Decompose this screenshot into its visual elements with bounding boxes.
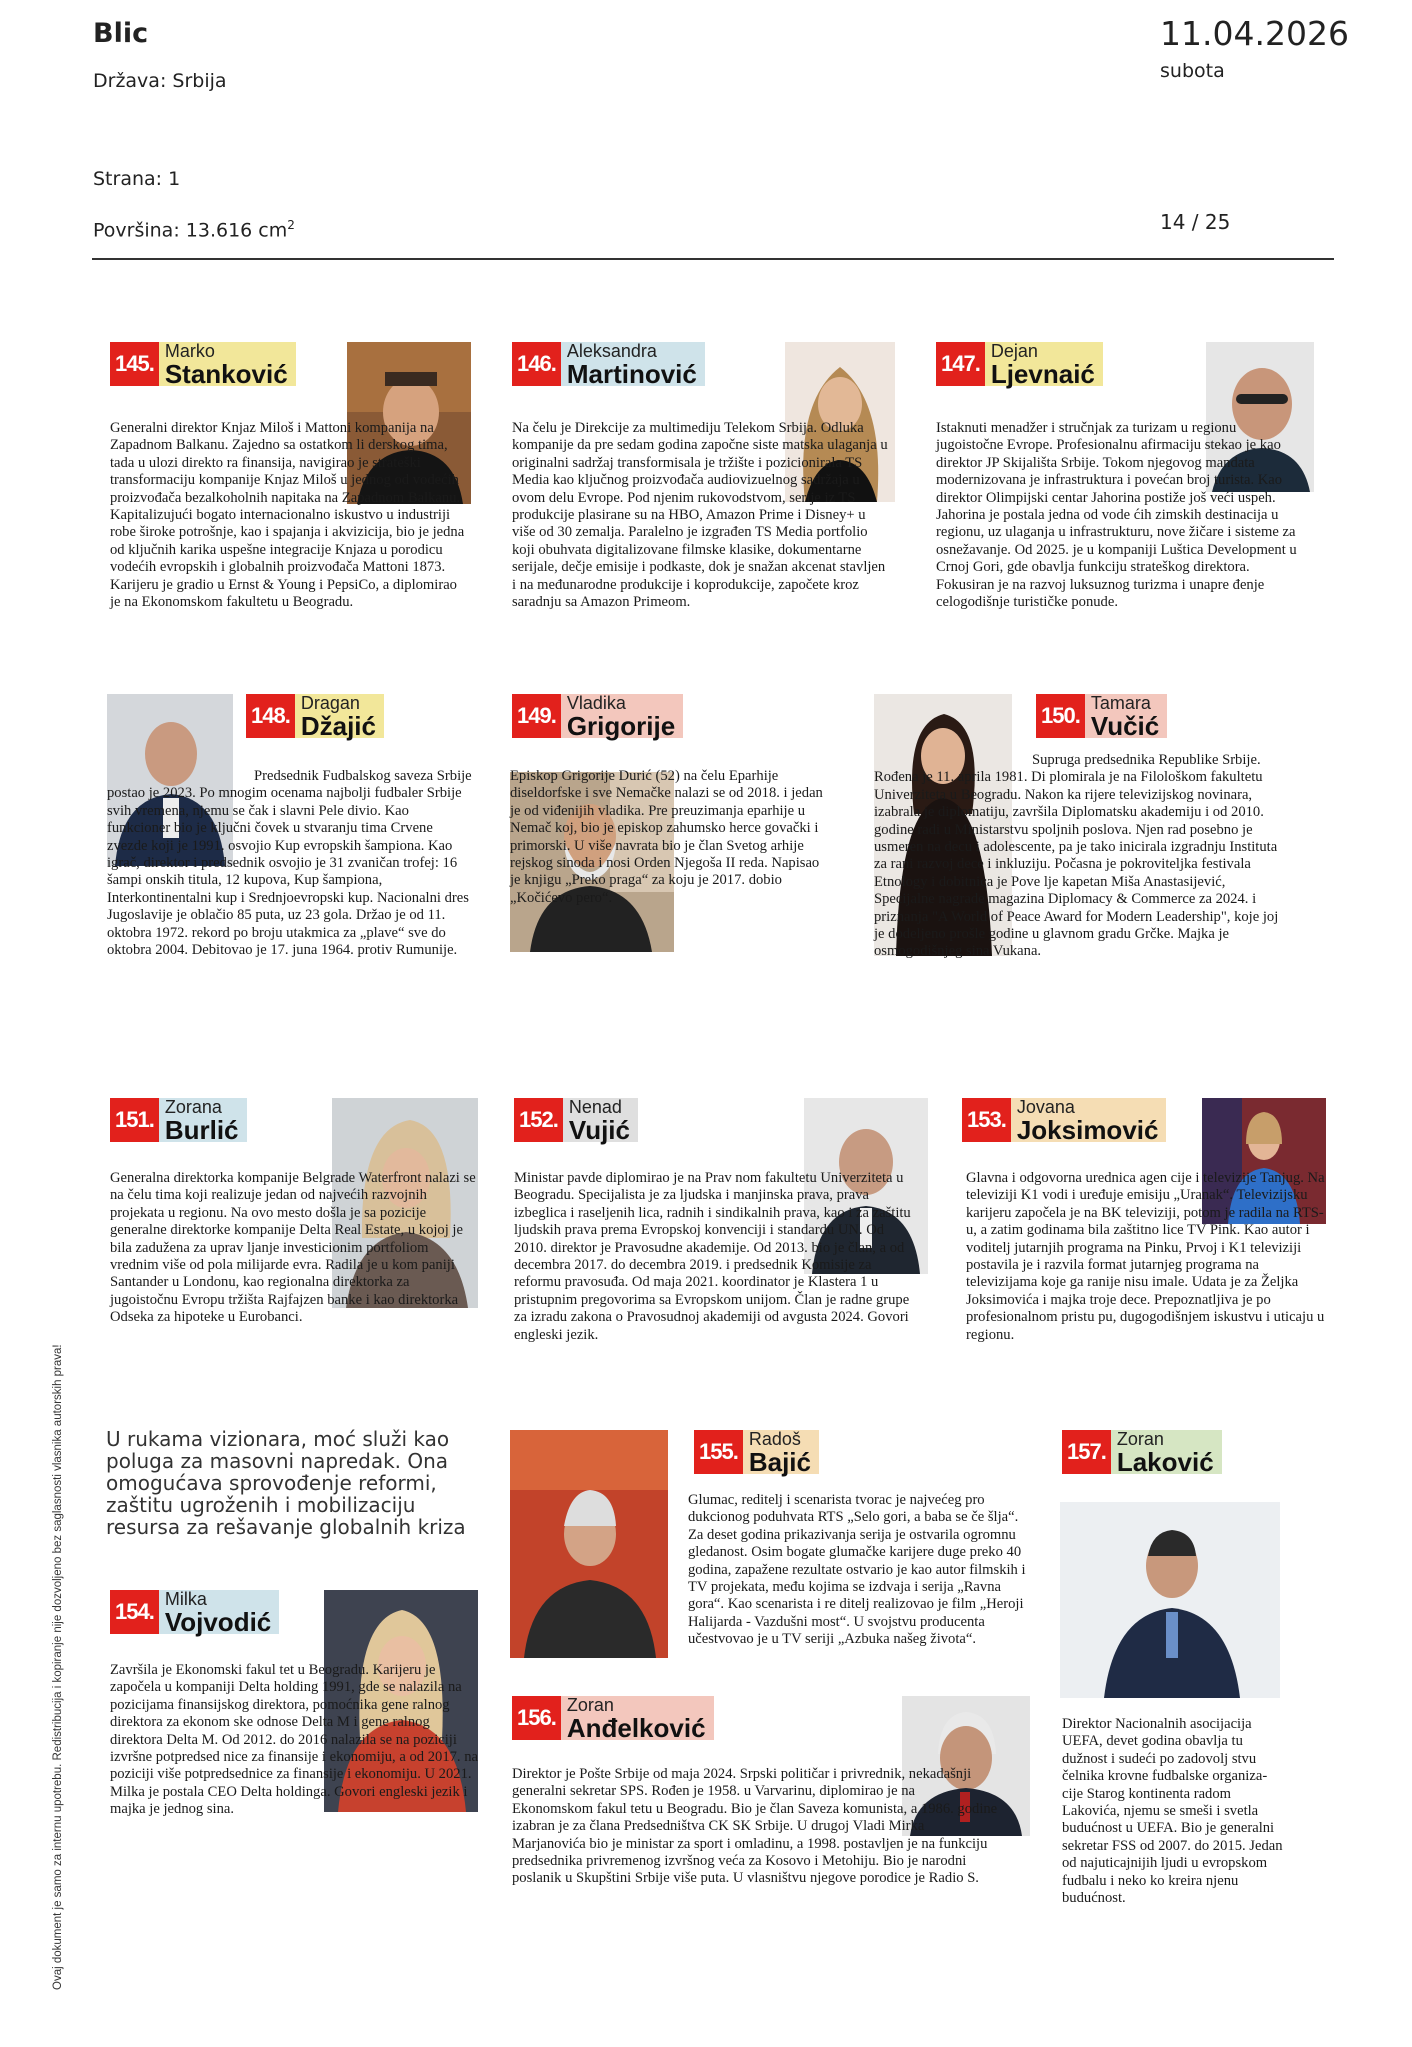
first-name: Zoran: [566, 1694, 614, 1715]
bio-text: Generalna direktorka kompanije Belgrade Waterfront nalazi se na čelu tima koji realizuje jedan od najvećih razvojnih projekata u regionu. Na ovo mesto došla je sa pozicije generalne direktorke kompanije Delta Real Estate, u kojoj je bila zadužena za uprav ljanje investicionim portfoliom vrednim više od pola milijarde evra. Radila je u kom paniji Santander u Londonu, kao regionalna direktorka za jugoistočnu Evropu tržišta Rajfajzen banke i kao direktorka Odseka za hipoteke u Eurobanci.: [110, 1170, 476, 1326]
rank-number: 153.: [962, 1098, 1011, 1142]
area-unit-exponent: 2: [287, 218, 295, 232]
rank-number: 151.: [110, 1098, 159, 1142]
first-name: Radoš: [748, 1428, 801, 1449]
rank-number: 156.: [512, 1696, 561, 1740]
country-label: Država: Srbija: [93, 70, 227, 92]
rank-badge-148: [246, 692, 384, 741]
rank-number: 152.: [514, 1098, 563, 1142]
rank-number: 145.: [110, 342, 159, 386]
rank-badge-152: [514, 1096, 638, 1145]
bio-text: Direktor je Pošte Srbije od maja 2024. Srpski političar i privrednik, nekadašnji generalni sekretar SPS. Rođen je 1958. u Varvarinu, diplomirao je na Ekonomskom fakul tetu u Beogradu. Bio je član Saveza komunista, a 1986. godine izabran je za člana Predsedništva CK SK Srbije. U drugoj Vladi Mirka Marjanovića bio je ministar za sport i omladinu, a 1998. postavljen je na funkciju predsednika privremenog izvršnog veća za Kosovo i Metohiju. Bio je narodni poslanik u Skupštini Srbije više puta. U vlasništvu njegove porodice je Radio S.: [512, 1766, 998, 1887]
last-name: Stanković: [164, 358, 288, 389]
bio-text: Direktor Nacionalnih asocijacija UEFA, devet godina obavlja tu dužnost i sudeći po zadovolj stvu čelnika krovne fudbalske organiza-cije Starog kontinenta radom Lakovića, njemu se smeši i svetla budućnost u UEFA. Bio je generalni sekretar FSS od 2007. do 2015. Jedan od najuticajnijih ljudi u evropskom fudbalu i neko ko kreira njenu budućnost.: [1062, 1716, 1283, 1907]
last-name: Džajić: [300, 710, 376, 741]
issue-weekday: subota: [1160, 60, 1225, 82]
area-value: Površina: 13.616 cm: [93, 219, 288, 242]
first-name: Zoran: [1116, 1428, 1164, 1449]
last-name: Vučić: [1090, 710, 1160, 741]
first-name: Aleksandra: [566, 340, 657, 361]
first-name: Milka: [164, 1588, 207, 1609]
bio-text: Istaknuti menadžer i stručnjak za turizam u regionu jugoistočne Evrope. Profesionalnu afirmaciju stekao je kao direktor JP Skijališta Srbije. Tokom njegovog mandata modernizovana je infrastruktura i povećan broj turista. Kao direktor Olimpijski centar Jahorina postiže još veći uspeh. Jahorina je postala jedna od vode ćih zimskih destinacija u regionu, uz ulaganja u infrastrukturu, nove žičare i sisteme za osnežavanje. Od 2025. je u kompaniji Luštica Development u Crnoj Gori, gde obavlja funkciju strateškog direktora. Fokusiran je na razvoj luksuznog turizma i unapre đenje celogodišnje turističke ponude.: [936, 420, 1297, 611]
rank-number: 154.: [110, 1590, 159, 1634]
first-name: Zorana: [164, 1096, 222, 1117]
rank-number: 148.: [246, 694, 295, 738]
portrait-photo: [510, 1430, 668, 1658]
page-label: Strana: 1: [93, 168, 181, 190]
rank-badge-151: [110, 1096, 247, 1145]
rank-badge-155: [694, 1428, 819, 1477]
rank-badge-149: [512, 692, 683, 741]
last-name: Martinović: [566, 358, 697, 389]
area-label: [93, 218, 295, 241]
rank-number: 147.: [936, 342, 985, 386]
page-counter: 14 / 25: [1160, 210, 1231, 234]
header-divider: [92, 258, 1334, 260]
first-name: Marko: [164, 340, 215, 361]
bio-text: Ministar pavde diplomirao je na Prav nom fakultetu Univerziteta u Beogradu. Specijalista je za ljudska i manjinska prava, prava izbeglica i raseljenih lica, radnih i sindikalnih prava, kao i za zaštitu ljudskih prava prema Evropskoj konvenciji i standardu UN. Od 2010. direktor je Pravosudne akademije. Od 2013. bio je član, a od decembra 2017. do decembra 2019. i predsednik Komisije za reformu pravosuđa. Od maja 2021. koordinator je Klastera 1 u pristupnim pregovorima sa Evropskom unijom. Član je radne grupe za izradu zakona o Pravosudnoj akademiji od avgusta 2024. Govori engleski jezik.: [514, 1170, 911, 1343]
bio-text: Generalni direktor Knjaz Miloš i Mattoni kompanija na Zapadnom Balkanu. Zajedno sa ostatkom li derskog tima, tada u ulozi direkto ra finansija, navigirao je strateški transformaciju kompanije Knjaz Miloš u jednog od vodećih proizvođača bezalkoholnih napitaka na Zapadnom Balkanu. Kapitalizujući bogato internacionalno iskustvo u industriji robe široke potrošnje, kao i spajanja i akvizicija, bio je jedna od ključnih karika uspešne integracije Knjaza u porodicu vodećih evropskih i globalnih proizvođača Mattoni 1873. Karijeru je gradio u Ernst & Young i PepsiCo, a diplomirao je na Ekonomskom fakultetu u Beogradu.: [110, 420, 465, 611]
bio-text: Na čelu je Direkcije za multimediju Telekom Srbija. Odluka kompanije da pre sedam godina započne siste matska ulaganja u originalni sadržaj transformisala je tržište i pozicionirala TS Media kao ključnog proizvođača audiovizuelnog sadržaja u ovom delu Evrope. Pod njenim rukovodstvom, serije iz TS produkcije plasirane su na HBO, Amazon Prime i Disney+ u više od 30 zemalja. Paralelno je izgrađen TS Media portfolio koji obuhvata digitalizovane filmske klasike, dokumentarne serijale, dečje emisije i podkaste, dok je snažan akcenat stavljen i na međunarodne produkcije i koprodukcije, započete kroz saradnju sa Amazon Primeom.: [512, 420, 888, 611]
first-name: Vladika: [566, 692, 626, 713]
portrait-photo: [1060, 1502, 1280, 1698]
rank-badge-145: [110, 340, 296, 389]
bio-text: Glavna i odgovorna urednica agen cije i televizije Tanjug. Na televiziji K1 vodi i uređuje emisiju „Uranak“. Televizijsku karijeru započela je na BK televiziji, potom je radila na RTS-u, a zatim godinama bila zaštitno lice TV Pink. Kao autor i voditelj jutarnjih programa na Pinku, Prvoj i K1 televiziji postavila je i razvila format jutarnjeg programa na televizijama koje ga ranije nisu imale. Udata je za Željka Joksimovića i majka troje dece. Prepoznatljiva je po profesionalnom pristu pu, dugogodišnjem iskustvu i uticaju u regionu.: [966, 1170, 1325, 1343]
last-name: Burlić: [164, 1114, 239, 1145]
publication-name: Blic: [93, 18, 149, 49]
bio-text: Predsednik Fudbalskog saveza Srbije postao je 2023. Po mnogim ocenama najbolji fudbaler Srbije svih vremena, njemu se čak i slavni Pele divio. Kao funkcioner bio je ključni čovek u stvaranju tima Crvene zvezde koji je 1991. osvojio Kup evropskih šampiona. Kao igrač, direktor i predsednik osvojio je 31 zvaničan trofej: 16 šampi onskih titula, 12 kupova, Kup šampiona, Interkontinentalni kup i Srednjoevropski kup. Nacionalni dres Jugoslavije je oblačio 85 puta, uz 23 gola. Držao je od 11. oktobra 1972. rekord po broju utakmica za „plave“ sve do oktobra 2004. Debitovao je 17. juna 1964. protiv Rumunije.: [107, 768, 472, 959]
last-name: Anđelković: [566, 1712, 706, 1743]
pull-quote: U rukama vizionara, moć služi kao poluga za masovni napredak. Ona omogućava sprovođenje reformi, zaštitu ugroženih i mobilizaciju resursa za rešavanje globalnih kriza: [106, 1427, 466, 1539]
first-name: Tamara: [1090, 692, 1151, 713]
first-name: Nenad: [568, 1096, 622, 1117]
issue-date: 11.04.2026: [1160, 14, 1349, 53]
last-name: Grigorije: [566, 710, 676, 741]
bio-text: Završila je Ekonomski fakul tet u Beogradu. Karijeru je započela u kompaniji Delta holding 1991, gde se nalazila na pozicijama finansijskog direktora, pomoćnika gene ralnog direktora za ekonom ske odnose Delta M i gene ralnog direktora Delta M. Od 2012. do 2016 nalazila se na poziciji izvršne potpredsed nice za finansije i ekonomiju, a od 2017. na poziciji više potpredsednice za finansije i ekonomiju. U 2021. Milka je postala CEO Delta holdinga. Govori engleski jezik i majka je jednog sina.: [110, 1662, 478, 1818]
first-name: Dejan: [990, 340, 1038, 361]
rank-number: 155.: [694, 1430, 743, 1474]
last-name: Ljevnaić: [990, 358, 1095, 389]
bio-text: Supruga predsednika Republike Srbije. Rođena je 11. aprila 1981. Di plomirala je na Filološkom fakultetu Univerziteta u Beogradu. Nakon ka rijere televizijskog novinara, izabrala je diplomatiju, završila Diplomatsku akademiju i od 2010. godine radi u Ministarstvu spoljnih poslova. Njen rad posebno je usmeren na decu i adolescente, pa je tako inicirala izgradnju Instituta za rani razvoj dece i inkluziju. Počasna je pokroviteljka festivala Etnology i dobitnica je Pove lje kapetan Miša Anastasijević, Specijalne nagrade magazina Diplomacy & Commerce za 2024. i priznanja "A World of Peace Award for Modern Leadership", koje joj je dodeljeno prošle godine u glavnom gradu Grčke. Majka je osmogodišnjeg sina Vukana.: [874, 752, 1279, 960]
rank-number: 146.: [512, 342, 561, 386]
rank-badge-146: [512, 340, 705, 389]
first-name: Jovana: [1016, 1096, 1075, 1117]
copyright-side-note: Ovaj dokument je samo za internu upotrebu. Redistribucija i kopiranje nije dozvoljeno bez saglasnosti vlasnika autorskih prava!: [52, 1344, 64, 1990]
rank-number: 150.: [1036, 694, 1085, 738]
first-name: Dragan: [300, 692, 360, 713]
bio-text: Episkop Grigorije Durić (52) na čelu Eparhije diseldorfske i sve Nemačke nalazi se od 2018. i jedan je od viđenijih vladika. Pre preuzimanja eparhije u Nemač koj, bio je episkop zahumsko herce govački i primorski. U više navrata bio je član Svetog arhije rejskog sinoda i nosi Orden Njegoša II reda. Napisao je knjigu „Preko praga“ za koju je 2017. dobio „Kočićevo pero“.: [510, 768, 823, 906]
last-name: Vujić: [568, 1114, 630, 1145]
last-name: Vojvodić: [164, 1606, 272, 1637]
rank-badge-154: [110, 1588, 279, 1637]
rank-number: 157.: [1062, 1430, 1111, 1474]
rank-badge-157: [1062, 1428, 1222, 1477]
last-name: Joksimović: [1016, 1114, 1159, 1145]
last-name: Bajić: [748, 1446, 811, 1477]
last-name: Laković: [1116, 1446, 1214, 1477]
rank-number: 149.: [512, 694, 561, 738]
rank-badge-156: [512, 1694, 714, 1743]
rank-badge-150: [1036, 692, 1167, 741]
rank-badge-153: [962, 1096, 1166, 1145]
bio-text: Glumac, reditelj i scenarista tvorac je najvećeg pro dukcionog poduhvata RTS „Selo gori, a baba se če šlja“. Za deset godina prikazivanja serija je ostvarila ogromnu gledanost. Osim bogate glumačke karijere duge preko 40 godina, zapažene rezultate ostvario je kao autor filmskih i TV projekata, među kojima se izdvaja i serija „Ravna gora“. Kao scenarista i re ditelj realizovao je film „Heroji Halijarda - Vazdušni most“. U svojstvu producenta učestvovao je u TV seriji „Azbuka našeg života“.: [688, 1492, 1026, 1648]
rank-badge-147: [936, 340, 1103, 389]
